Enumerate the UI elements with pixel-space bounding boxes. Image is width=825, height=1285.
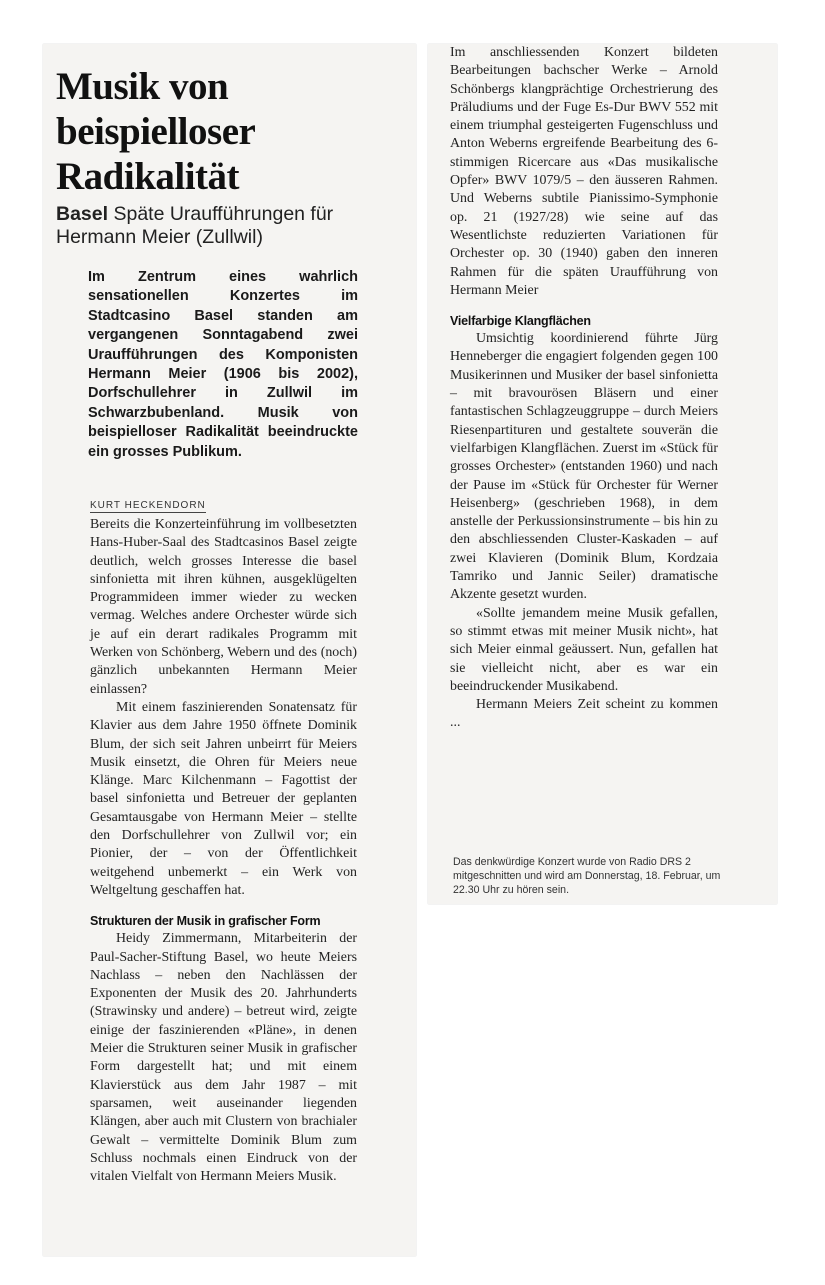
text-column-left (90, 516, 357, 1186)
photo-caption: Das denkwürdige Konzert wurde von Radio DRS 2 mitgeschnitten und wird am Donnerstag, 18. Februar, um 22.30 Uhr zu hören sein. (453, 856, 721, 896)
text-column-right (450, 44, 718, 733)
body-paragraph: «Sollte jemandem meine Musik gefallen, so stimmt etwas mit meiner Musik nicht», hat sich Meier einmal geäussert. Nun, gefallen hat sie vielleicht nicht, aber es war ein beeindruckender Musikabend. (450, 605, 718, 694)
article-headline: Musik von beispielloser Radikalität (56, 65, 255, 198)
subhead-text: Späte Uraufführungen für Hermann Meier (Zullwil) (56, 203, 334, 248)
body-paragraph: Mit einem faszinierenden Sonatensatz für Klavier aus dem Jahre 1950 öffnete Dominik Blum, der sich seit Jahren unbeirrt für Meiers Musik einsetzt, die Ohren für Meiers neue Klänge. Marc Kilchenmann – Fagottist der basel sinfonietta und Betreuer der geplanten Gesamtausgabe von Hermann Meier – stellte den Dorfschullehrer von Zullwil vor; ein Pionier, der – von der Öffentlichkeit weitgehend unbemerkt – ein Werk von Weltgeltung geschaffen hat. (90, 699, 357, 898)
body-paragraph: Im anschliessenden Konzert bildeten Bearbeitungen bachscher Werke – Arnold Schönbergs klangprächtige Orchestrierung des Präludiums und der Fuge Es-Dur BWV 552 mit einem triumphal gesteigerten Fugenschluss und Anton Weberns ergreifende Bearbeitung des 6-stimmigen Ricercare aus «Das musikalische Opfer» BWV 1079/5 – den äusseren Rahmen. Und Weberns subtile Pianissimo-Symphonie op. 21 (1927/28) wie seine auf das Wesentlichste reduzierten Variationen für Orchester op. 30 (1940) gaben den inneren Rahmen für die späten Uraufführung von Hermann Meier (450, 45, 718, 298)
body-paragraph: Hermann Meiers Zeit scheint zu kommen ... (450, 697, 718, 731)
article-subhead (56, 203, 356, 249)
subhead-place: Basel (56, 203, 109, 225)
article-lead: Im Zentrum eines wahrlich sensationellen Konzertes im Stadtcasino Basel standen am vergangenen Sonntagabend zwei Uraufführungen des Komponisten Hermann Meier (1906 bis 2002), Dorfschullehrer in Zullwil im Schwarzbubenland. Musik von beispielloser Radikalität beeindruckte ein grosses Publikum. (88, 269, 358, 460)
body-paragraph: Heidy Zimmermann, Mitarbeiterin der Paul-Sacher-Stiftung Basel, wo heute Meiers Nachlass – neben den Nachlässen der Exponenten der Musik des 20. Jahrhunderts (Strawinsky und andere) – betreut wird, zeigte einige der faszinierenden «Pläne», in denen Meier die Strukturen seiner Musik in grafischer Form dargestellt hat; und mit einem Klavierstück aus dem Jahr 1987 – mit sparsamen, weit auseinander liegenden Klängen, aber auch mit Clustern von brachialer Gewalt – vermittelte Dominik Blum zum Schluss nochmals einen Eindruck von der vitalen Vielfalt von Hermann Meiers Musik. (90, 931, 357, 1185)
body-paragraph: Bereits die Konzerteinführung im vollbesetzten Hans-Huber-Saal des Stadtcasinos Basel zeigte deutlich, welch grosses Interesse die basel sinfonietta mit ihren kühnen, ausgeklügelten Programmideen immer wieder zu wecken vermag. Welches andere Orchester würde sich je auf ein derart radikales Programm mit Werken von Schönberg, Webern und des (noch) gänzlich unbekannten Hermann Meier einlassen? (90, 517, 357, 697)
section-heading: Vielfarbige Klangflächen (450, 314, 591, 329)
article-author: KURT HECKENDORN (90, 500, 206, 511)
body-paragraph: Umsichtig koordinierend führte Jürg Henneberger die engagiert folgenden gegen 100 Musikerinnen und Musiker der basel sinfonietta – mit bravourösen Bläsern und einer fantastischen Schlagzeuggruppe – durch Meiers Riesenpartituren und gestaltete souverän die vielfarbigen Klangflächen. Zuerst im «Stück für grosses Orchester» (entstanden 1960) und nach der Pause im «Stück für Orchester für Werner Heisenberg» (geschrieben 1968), in dem anstelle der Perkussionsinstrumente – bis hin zu den abschliessenden Cluster-Kaskaden – auf zwei Klavieren (Dominik Blum, Kordzaia Tamriko und Jannic Seiler) dramatische Akzente gesetzt wurden. (450, 331, 718, 603)
section-heading: Strukturen der Musik in grafischer Form (90, 914, 321, 929)
